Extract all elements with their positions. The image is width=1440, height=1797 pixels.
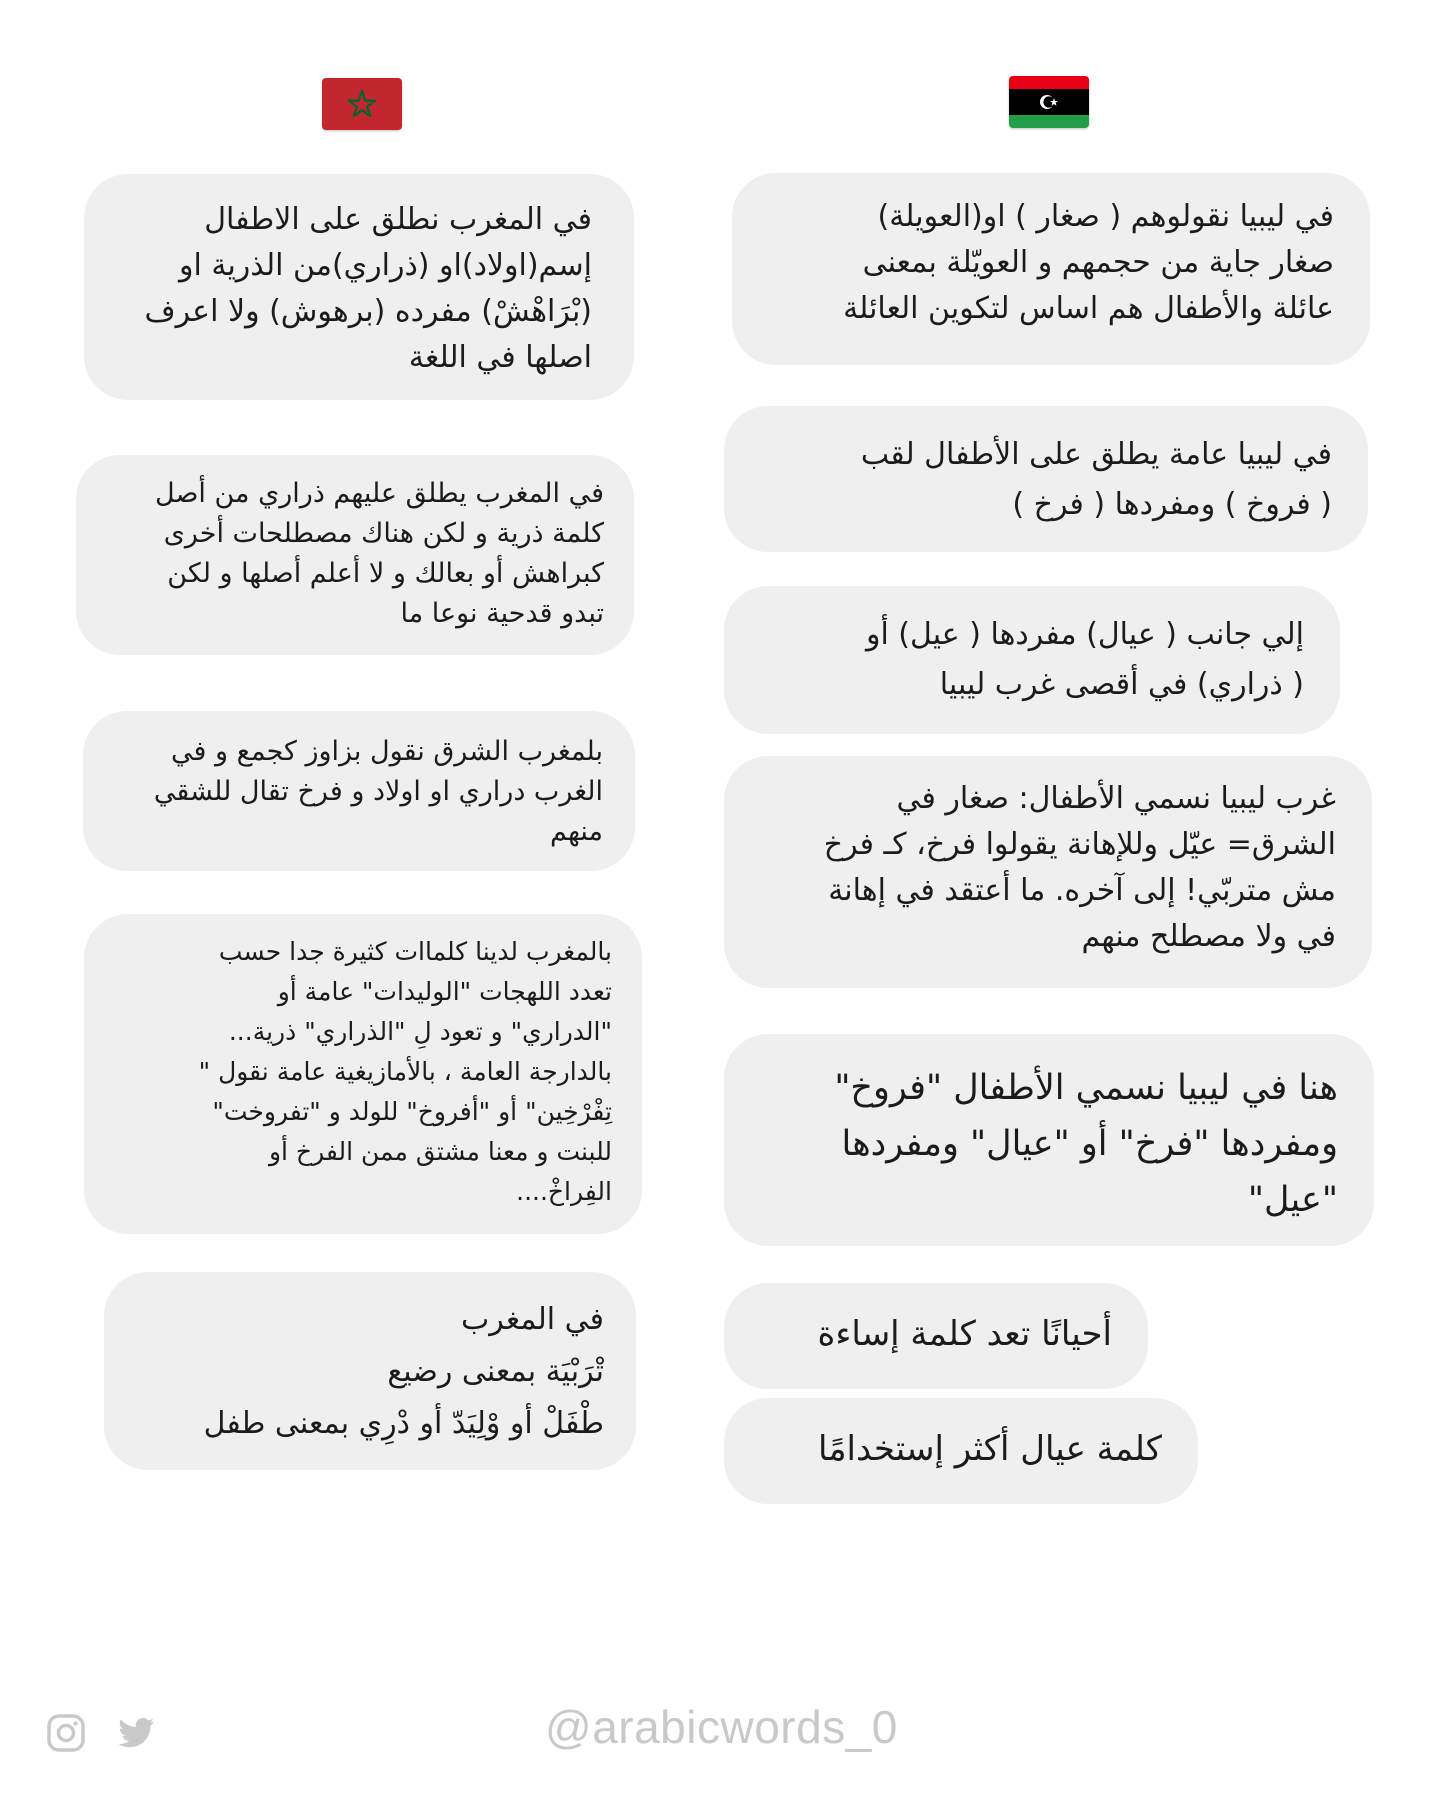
account-handle: @arabicwords_0 (545, 1701, 898, 1753)
morocco-message-2: في المغرب يطلق عليهم ذراري من أصل كلمة ذرية و لكن هناك مصطلحات أخرى كبراهش أو بعالك و لا أعلم أصلها و لكن تبدو قدحية نوعا ما (76, 455, 634, 655)
libya-message-6: أحيانًا تعد كلمة إساءة (724, 1283, 1148, 1389)
libya-message-2: في ليبيا عامة يطلق على الأطفال لقب ( فروخ ) ومفردها ( فرخ ) (724, 406, 1368, 552)
morocco-message-1: في المغرب نطلق على الاطفال إسم(اولاد)او (ذراري)من الذرية او (بْرَاهْشْ) مفرده (برهوش) ولا اعرف اصلها في اللغة (84, 174, 634, 400)
morocco-message-5: في المغرب تْرَبْيَة بمعنى رضيع طْفَلْ أو وْلِيَدّ أو دْرِي بمعنى طفل (104, 1272, 636, 1470)
libya-flag-icon (1009, 76, 1089, 128)
libya-message-4: غرب ليبيا نسمي الأطفال: صغار في الشرق= عيّل وللإهانة يقولوا فرخ، كـ فرخ مش متربّي! إلى آخره. ما أعتقد في إهانة في ولا مصطلح منهم (724, 756, 1372, 988)
morocco-message-3: بلمغرب الشرق نقول بزاوز كجمع و في الغرب دراري او اولاد و فرخ تقال للشقي منهم (83, 711, 635, 871)
libya-message-1: في ليبيا نقولوهم ( صغار ) او(العويلة) صغار جاية من حجمهم و العويّلة بمعنى عائلة والأطفال هم اساس لتكوين العائلة (732, 173, 1370, 365)
morocco-flag-icon (322, 78, 402, 130)
instagram-icon[interactable] (46, 1713, 86, 1753)
libya-message-5: هنا في ليبيا نسمي الأطفال "فروخ" ومفردها "فرخ" أو "عيال" ومفردها "عيل" (724, 1034, 1374, 1246)
twitter-icon[interactable] (116, 1713, 156, 1753)
morocco-message-4: بالمغرب لدينا كلماات كثيرة جدا حسب تعدد اللهجات "الوليدات" عامة أو "الدراري" و تعود لِ "الذراري" ذرية... بالدارجة العامة ، بالأمازيغية عامة نقول " تِفْرْخِين" أو "أفروخ" للولد و "تفروخت" للبنت و معنا مشتق ممن الفرخ أو الفِراخْ.... (84, 914, 642, 1234)
libya-message-3: إلي جانب ( عيال) مفردها ( عيل) أو ( ذراري) في أقصى غرب ليبيا (724, 586, 1340, 734)
libya-message-7: كلمة عيال أكثر إستخدامًا (724, 1398, 1198, 1504)
social-icons (46, 1713, 156, 1753)
